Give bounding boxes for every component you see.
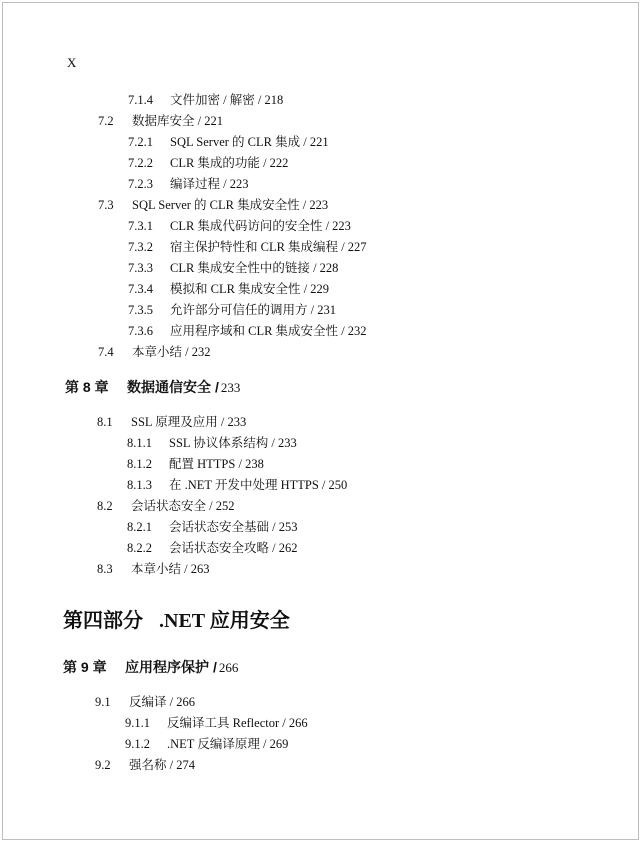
toc-entry-title: SQL Server 的 CLR 集成 xyxy=(170,135,301,149)
chapter-9-heading: 第 9 章 应用程序保护 / 266 xyxy=(63,659,239,675)
toc-entry-title: 允许部分可信任的调用方 xyxy=(170,303,308,317)
part-title: .NET 应用安全 xyxy=(159,610,290,632)
toc-entry-title: CLR 集成的功能 xyxy=(170,156,260,170)
part-label: 第四部分 xyxy=(63,610,143,632)
toc-entry-9-2: 9.2 强名称 / 274 xyxy=(95,758,195,772)
toc-entry-number: 7.3.4 xyxy=(128,282,153,296)
toc-entry-8-1-3: 8.1.3 在 .NET 开发中处理 HTTPS / 250 xyxy=(127,478,348,492)
toc-entry-title: 文件加密 / 解密 xyxy=(170,93,255,107)
toc-entry-title: 配置 HTTPS xyxy=(169,457,236,471)
toc-entry-title: 应用程序域和 CLR 集成安全性 xyxy=(170,324,339,338)
toc-entry-page: 238 xyxy=(245,457,264,471)
toc-entry-7-2-3: 7.2.3 编译过程 / 223 xyxy=(128,177,249,191)
chapter-8-heading: 第 8 章 数据通信安全 / 233 xyxy=(65,379,241,395)
toc-entry-title: 会话状态安全 xyxy=(131,499,207,513)
toc-entry-number: 7.1.4 xyxy=(128,93,153,107)
toc-entry-number: 8.3 xyxy=(97,562,113,576)
toc-entry-7-3-5: 7.3.5 允许部分可信任的调用方 / 231 xyxy=(128,303,336,317)
toc-entry-title: 反编译工具 Reflector xyxy=(167,716,280,730)
toc-entry-number: 8.2 xyxy=(97,499,113,513)
toc-entry-title: 会话状态安全基础 xyxy=(169,520,270,534)
toc-entry-title: SSL 原理及应用 xyxy=(131,415,218,429)
toc-entry-page: 221 xyxy=(309,135,329,149)
toc-entry-title: 数据库安全 xyxy=(132,114,195,128)
toc-entry-number: 8.1 xyxy=(97,415,113,429)
toc-entry-number: 8.2.1 xyxy=(127,520,152,534)
toc-entry-8-1-2: 8.1.2 配置 HTTPS / 238 xyxy=(127,457,264,471)
toc-entry-page: 274 xyxy=(176,758,195,772)
toc-entry-title: .NET 反编译原理 xyxy=(167,737,260,751)
toc-entry-title: 编译过程 xyxy=(170,177,221,191)
toc-entry-page: 269 xyxy=(269,737,289,751)
chapter-label: 第 9 章 xyxy=(63,659,107,675)
page-number: X xyxy=(67,55,77,70)
toc-entry-7-2: 7.2 数据库安全 / 221 xyxy=(98,114,223,128)
toc-entry-7-4: 7.4 本章小结 / 232 xyxy=(98,345,211,359)
chapter-label: 第 8 章 xyxy=(65,379,109,395)
toc-entry-number: 7.3.3 xyxy=(128,261,153,275)
toc-entry-page: 233 xyxy=(277,436,297,450)
toc-entry-title: 会话状态安全攻略 xyxy=(169,541,270,555)
toc-entry-number: 7.2 xyxy=(98,114,114,128)
toc-entry-number: 9.2 xyxy=(95,758,111,772)
toc-entry-8-2: 8.2 会话状态安全 / 252 xyxy=(97,499,235,513)
part-4-heading xyxy=(63,608,290,634)
toc-entry-7-3-1: 7.3.1 CLR 集成代码访问的安全性 / 223 xyxy=(128,219,351,233)
toc-entry-7-3-2: 7.3.2 宿主保护特性和 CLR 集成编程 / 227 xyxy=(128,240,367,254)
toc-entry-7-3-6: 7.3.6 应用程序域和 CLR 集成安全性 / 232 xyxy=(128,324,367,338)
toc-entry-page: 266 xyxy=(288,716,308,730)
toc-entry-number: 7.2.2 xyxy=(128,156,153,170)
toc-entry-number: 7.3.1 xyxy=(128,219,153,233)
toc-entry-number: 7.3.6 xyxy=(128,324,153,338)
toc-entry-9-1-1: 9.1.1 反编译工具 Reflector / 266 xyxy=(125,716,308,730)
toc-entry-number: 8.1.2 xyxy=(127,457,152,471)
toc-entry-title: 强名称 xyxy=(129,758,167,772)
toc-entry-title: 模拟和 CLR 集成安全性 xyxy=(170,282,301,296)
toc-entry-number: 7.3.2 xyxy=(128,240,153,254)
toc-entry-page: 262 xyxy=(278,541,298,555)
toc-entry-title: SQL Server 的 CLR 集成安全性 xyxy=(132,198,300,212)
toc-entry-8-2-2: 8.2.2 会话状态安全攻略 / 262 xyxy=(127,541,298,555)
toc-entry-page: 218 xyxy=(264,93,284,107)
toc-entry-7-1-4: 7.1.4 文件加密 / 解密 / 218 xyxy=(128,93,284,107)
toc-entry-7-2-1: 7.2.1 SQL Server 的 CLR 集成 / 221 xyxy=(128,135,329,149)
toc-entry-number: 8.2.2 xyxy=(127,541,152,555)
toc-entry-number: 9.1 xyxy=(95,695,111,709)
toc-entry-page: 221 xyxy=(204,114,223,128)
toc-entry-7-3-3: 7.3.3 CLR 集成安全性中的链接 / 228 xyxy=(128,261,339,275)
toc-entry-8-1: 8.1 SSL 原理及应用 / 233 xyxy=(97,415,247,429)
toc-entry-page: 253 xyxy=(278,520,298,534)
toc-entry-number: 7.2.1 xyxy=(128,135,153,149)
chapter-page: 266 xyxy=(218,660,239,675)
chapter-title: 数据通信安全 xyxy=(127,379,211,395)
toc-entry-7-3: 7.3 SQL Server 的 CLR 集成安全性 / 223 xyxy=(98,198,329,212)
chapter-title: 应用程序保护 xyxy=(125,659,209,675)
toc-entry-title: 宿主保护特性和 CLR 集成编程 xyxy=(170,240,339,254)
toc-entry-title: 本章小结 xyxy=(132,345,183,359)
toc-entry-title: CLR 集成安全性中的链接 xyxy=(170,261,310,275)
toc-entry-7-2-2: 7.2.2 CLR 集成的功能 / 222 xyxy=(128,156,289,170)
toc-entry-page: 227 xyxy=(347,240,367,254)
toc-entry-8-3: 8.3 本章小结 / 263 xyxy=(97,562,210,576)
toc-entry-number: 9.1.2 xyxy=(125,737,150,751)
toc-entry-title: 在 .NET 开发中处理 HTTPS xyxy=(169,478,319,492)
toc-entry-page: 223 xyxy=(229,177,249,191)
toc-entry-title: 本章小结 xyxy=(131,562,182,576)
toc-entry-number: 7.4 xyxy=(98,345,114,359)
toc-entry-title: CLR 集成代码访问的安全性 xyxy=(170,219,323,233)
toc-entry-number: 7.3.5 xyxy=(128,303,153,317)
toc-entry-page: 252 xyxy=(215,499,235,513)
toc-entry-page: 228 xyxy=(319,261,339,275)
toc-entry-page: 223 xyxy=(332,219,351,233)
toc-entry-number: 9.1.1 xyxy=(125,716,150,730)
toc-entry-page: 250 xyxy=(328,478,348,492)
toc-entry-page: 223 xyxy=(309,198,329,212)
toc-entry-page: 229 xyxy=(310,282,330,296)
toc-entry-page: 231 xyxy=(317,303,336,317)
toc-entry-page: 232 xyxy=(347,324,367,338)
toc-entry-page: 222 xyxy=(269,156,289,170)
toc-entry-page: 266 xyxy=(176,695,195,709)
toc-entry-8-2-1: 8.2.1 会话状态安全基础 / 253 xyxy=(127,520,298,534)
toc-entry-7-3-4: 7.3.4 模拟和 CLR 集成安全性 / 229 xyxy=(128,282,330,296)
toc-entry-page: 233 xyxy=(227,415,247,429)
toc-entry-8-1-1: 8.1.1 SSL 协议体系结构 / 233 xyxy=(127,436,297,450)
chapter-page: 233 xyxy=(220,380,241,395)
toc-entry-number: 7.3 xyxy=(98,198,114,212)
toc-entry-9-1: 9.1 反编译 / 266 xyxy=(95,695,195,709)
toc-entry-number: 8.1.1 xyxy=(127,436,152,450)
toc-entry-title: SSL 协议体系结构 xyxy=(169,436,269,450)
toc-entry-page: 263 xyxy=(190,562,210,576)
toc-entry-9-1-2: 9.1.2 .NET 反编译原理 / 269 xyxy=(125,737,289,751)
toc-entry-page: 232 xyxy=(191,345,211,359)
toc-entry-number: 8.1.3 xyxy=(127,478,152,492)
toc-entry-number: 7.2.3 xyxy=(128,177,153,191)
toc-entry-title: 反编译 xyxy=(129,695,167,709)
